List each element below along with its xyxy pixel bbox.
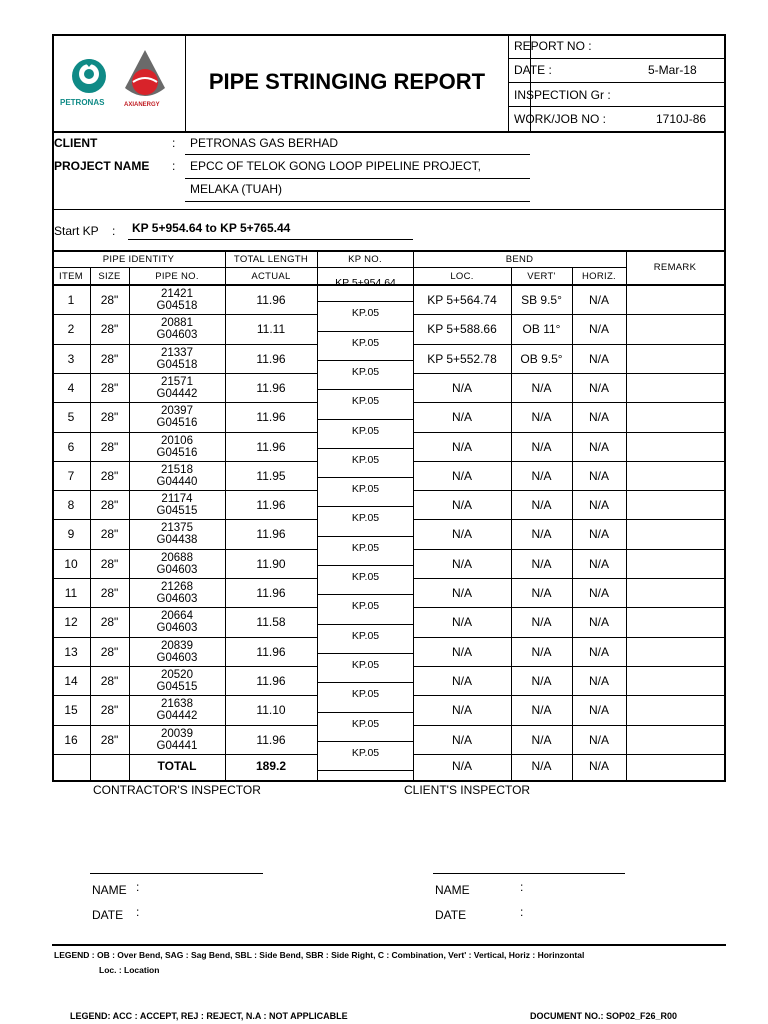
total-vert: N/A (531, 758, 552, 773)
cell-pipe-no (129, 519, 225, 548)
cell-actual: 11.11 (256, 321, 286, 336)
cell-item: 2 (67, 321, 75, 336)
header-bend: BEND (505, 253, 534, 265)
cell-horiz: N/A (588, 351, 609, 366)
cell-loc: KP 5+552.78 (427, 351, 497, 366)
date-value: 5-Mar-18 (648, 63, 697, 77)
pipe-no-top: 21421 (161, 287, 193, 300)
page-title: PIPE STRINGING REPORT (208, 69, 486, 94)
pipe-no-top: 21571 (161, 375, 193, 388)
pipe-no-top: 21518 (161, 463, 193, 476)
cell-vert: N/A (531, 614, 552, 629)
cell-size: 28" (100, 292, 119, 307)
petronas-logo-icon (64, 54, 114, 102)
client-name-label: NAME (435, 883, 470, 897)
cell-size: 28" (100, 409, 119, 424)
cell-horiz: N/A (588, 556, 609, 571)
cell-size: 28" (100, 644, 119, 659)
pipe-no-top: 20106 (161, 434, 193, 447)
cell-horiz: N/A (588, 585, 609, 600)
client-value: PETRONAS GAS BERHAD (190, 136, 339, 150)
kp-value: KP.05 (351, 600, 380, 612)
cell-size: 28" (100, 439, 119, 454)
cell-pipe-no (129, 344, 225, 373)
pipe-no-top: 20397 (161, 404, 193, 417)
kp-value: KP.05 (351, 307, 380, 319)
date-label: DATE : (514, 63, 552, 77)
cell-loc: N/A (451, 614, 472, 629)
axianergy-logo-text: AXIANERGY (124, 102, 160, 108)
footer-legend: LEGEND: ACC : ACCEPT, REJ : REJECT, N.A : NOT APPLICABLE (70, 1011, 348, 1021)
cell-pipe-no (129, 637, 225, 666)
cell-actual: 11.90 (256, 556, 286, 571)
pipe-no-bottom: G04515 (156, 504, 198, 517)
cell-size: 28" (100, 497, 119, 512)
legend-line2: Loc. : Location (99, 965, 160, 975)
cell-actual: 11.96 (256, 409, 286, 424)
cell-loc: N/A (451, 673, 472, 688)
cell-pipe-no (129, 578, 225, 607)
pipe-no-top: 21174 (161, 492, 193, 505)
start-kp-colon: : (112, 224, 116, 238)
cell-item: 12 (64, 614, 78, 629)
total-horiz: N/A (588, 758, 609, 773)
pipe-no-top: 20881 (161, 316, 193, 329)
cell-size: 28" (100, 380, 119, 395)
pipe-no-bottom: G04515 (156, 680, 198, 693)
cell-horiz: N/A (588, 673, 609, 688)
cell-horiz: N/A (588, 439, 609, 454)
cell-pipe-no (129, 314, 225, 343)
header-kp-no: KP NO. (348, 253, 382, 265)
cell-vert: N/A (531, 468, 552, 483)
cell-pipe-no (129, 549, 225, 578)
kp-value: KP.05 (351, 454, 380, 466)
cell-loc: N/A (451, 439, 472, 454)
cell-item: 10 (64, 556, 78, 571)
cell-size: 28" (100, 673, 119, 688)
pipe-no-top: 20039 (161, 727, 193, 740)
pipe-no-bottom: G04516 (156, 446, 198, 459)
cell-vert: N/A (531, 585, 552, 600)
contractor-inspector-label: CONTRACTOR'S INSPECTOR (93, 783, 261, 797)
cell-vert: OB 9.5° (520, 351, 563, 366)
client-colon: : (172, 136, 176, 150)
cell-actual: 11.95 (256, 468, 286, 483)
cell-horiz: N/A (588, 321, 609, 336)
pipe-no-top: 21268 (161, 580, 193, 593)
cell-loc: N/A (451, 556, 472, 571)
kp-value: KP.05 (351, 718, 380, 730)
axianergy-logo-icon (122, 48, 168, 104)
cell-actual: 11.96 (256, 732, 286, 747)
petronas-logo-text: PETRONAS (60, 98, 105, 107)
cell-item: 4 (67, 380, 75, 395)
header-horiz: HORIZ. (582, 270, 616, 282)
pipe-no-top: 20520 (161, 668, 193, 681)
kp-value: KP.05 (351, 425, 380, 437)
kp-value: KP.05 (351, 659, 380, 671)
start-kp-value: KP 5+954.64 to KP 5+765.44 (132, 221, 291, 235)
pipe-no-top: 21375 (161, 521, 193, 534)
total-loc: N/A (451, 758, 472, 773)
total-actual: 189.2 (255, 758, 287, 773)
header-loc: LOC. (450, 270, 474, 282)
pipe-no-bottom: G04440 (156, 475, 198, 488)
cell-pipe-no (129, 666, 225, 695)
pipe-no-bottom: G04518 (156, 299, 198, 312)
cell-item: 8 (67, 497, 75, 512)
cell-size: 28" (100, 321, 119, 336)
job-no-label: WORK/JOB NO : (514, 112, 607, 126)
cell-pipe-no (129, 725, 225, 754)
cell-pipe-no (129, 607, 225, 636)
cell-horiz: N/A (588, 614, 609, 629)
cell-vert: SB 9.5° (521, 292, 562, 307)
cell-vert: N/A (531, 439, 552, 454)
cell-item: 9 (67, 526, 75, 541)
cell-vert: N/A (531, 702, 552, 717)
contractor-date-label: DATE (92, 908, 124, 922)
cell-loc: KP 5+564.74 (427, 292, 497, 307)
cell-actual: 11.96 (256, 673, 286, 688)
cell-actual: 11.96 (256, 497, 286, 512)
cell-horiz: N/A (588, 644, 609, 659)
cell-loc: N/A (451, 409, 472, 424)
cell-vert: N/A (531, 497, 552, 512)
cell-vert: OB 11° (522, 321, 561, 336)
cell-loc: N/A (451, 380, 472, 395)
cell-size: 28" (100, 468, 119, 483)
kp-value: KP.05 (351, 688, 380, 700)
start-kp-label: Start KP (54, 224, 99, 238)
client-date-label: DATE (435, 908, 467, 922)
client-label: CLIENT (54, 136, 98, 150)
cell-size: 28" (100, 732, 119, 747)
header-pipe-no: PIPE NO. (155, 270, 199, 282)
client-signature-line (433, 873, 625, 874)
cell-loc: N/A (451, 468, 472, 483)
pipe-no-bottom: G04518 (156, 358, 198, 371)
pipe-no-top: 20688 (161, 551, 193, 564)
kp-value: KP.05 (351, 747, 380, 759)
cell-loc: N/A (451, 702, 472, 717)
cell-horiz: N/A (588, 409, 609, 424)
cell-horiz: N/A (588, 380, 609, 395)
cell-pipe-no (129, 461, 225, 490)
pipe-no-top: 21337 (161, 346, 193, 359)
client-date-colon: : (520, 905, 524, 919)
cell-actual: 11.96 (256, 526, 286, 541)
logo-area (60, 44, 180, 114)
report-no-label: REPORT NO : (514, 39, 592, 53)
cell-loc: N/A (451, 585, 472, 600)
pipe-no-bottom: G04516 (156, 416, 198, 429)
cell-loc: N/A (451, 497, 472, 512)
cell-actual: 11.58 (256, 614, 286, 629)
kp-value: KP.05 (351, 483, 380, 495)
legend-line1: LEGEND : OB : Over Bend, SAG : Sag Bend, SBL : Side Bend, SBR : Side Right, C : Combination, Vert' : Vertical, Horiz : Horinzontal (54, 950, 585, 960)
cell-item: 16 (64, 732, 78, 747)
pipe-no-bottom: G04438 (156, 533, 198, 546)
cell-horiz: N/A (588, 702, 609, 717)
kp-value: KP.05 (351, 395, 380, 407)
total-label: TOTAL (157, 758, 197, 773)
pipe-no-top: 20664 (161, 609, 193, 622)
cell-item: 13 (64, 644, 78, 659)
contractor-name-label: NAME (92, 883, 127, 897)
contractor-date-colon: : (136, 905, 140, 919)
cell-loc: N/A (451, 526, 472, 541)
cell-actual: 11.96 (256, 644, 286, 659)
header-item: ITEM (59, 270, 83, 282)
kp-value: KP.05 (351, 512, 380, 524)
kp-value: KP.05 (351, 542, 380, 554)
pipe-no-bottom: G04603 (156, 592, 198, 605)
cell-pipe-no (129, 402, 225, 431)
cell-loc: N/A (451, 732, 472, 747)
cell-vert: N/A (531, 526, 552, 541)
cell-size: 28" (100, 526, 119, 541)
contractor-name-colon: : (136, 880, 140, 894)
cell-item: 1 (67, 292, 75, 307)
cell-vert: N/A (531, 556, 552, 571)
cell-item: 3 (67, 351, 75, 366)
cell-pipe-no (129, 432, 225, 461)
cell-vert: N/A (531, 732, 552, 747)
kp-start-value: KP 5+954.64 (335, 277, 396, 289)
kp-value: KP.05 (351, 630, 380, 642)
cell-actual: 11.96 (256, 292, 286, 307)
cell-loc: KP 5+588.66 (427, 321, 497, 336)
cell-actual: 11.96 (256, 380, 286, 395)
cell-size: 28" (100, 351, 119, 366)
header-pipe-identity: PIPE IDENTITY (102, 253, 175, 265)
cell-pipe-no (129, 285, 225, 314)
cell-horiz: N/A (588, 468, 609, 483)
cell-size: 28" (100, 585, 119, 600)
pipe-no-top: 20839 (161, 639, 193, 652)
cell-item: 5 (67, 409, 75, 424)
cell-actual: 11.96 (256, 351, 286, 366)
pipe-no-bottom: G04441 (156, 739, 198, 752)
cell-pipe-no (129, 490, 225, 519)
document-number: DOCUMENT NO.: SOP02_F26_R00 (530, 1011, 678, 1021)
cell-size: 28" (100, 702, 119, 717)
cell-item: 11 (64, 585, 78, 600)
pipe-no-bottom: G04603 (156, 621, 198, 634)
pipe-no-bottom: G04442 (156, 387, 198, 400)
cell-vert: N/A (531, 673, 552, 688)
pipe-no-bottom: G04603 (156, 328, 198, 341)
header-actual: ACTUAL (251, 270, 291, 282)
cell-item: 6 (67, 439, 75, 454)
cell-vert: N/A (531, 380, 552, 395)
cell-vert: N/A (531, 409, 552, 424)
header-total-length: TOTAL LENGTH (233, 253, 309, 265)
inspection-label: INSPECTION Gr : (514, 88, 611, 102)
kp-value: KP.05 (351, 337, 380, 349)
cell-actual: 11.96 (256, 585, 286, 600)
pipe-no-top: 21638 (161, 697, 193, 710)
pipe-no-bottom: G04442 (156, 709, 198, 722)
cell-horiz: N/A (588, 497, 609, 512)
cell-pipe-no (129, 695, 225, 724)
project-value-line1: EPCC OF TELOK GONG LOOP PIPELINE PROJECT, (190, 159, 481, 173)
cell-size: 28" (100, 614, 119, 629)
cell-vert: N/A (531, 644, 552, 659)
header-size: SIZE (98, 270, 121, 282)
cell-pipe-no (129, 373, 225, 402)
kp-value: KP.05 (351, 571, 380, 583)
client-inspector-label: CLIENT'S INSPECTOR (404, 783, 531, 797)
cell-actual: 11.96 (256, 439, 286, 454)
project-value-line2: MELAKA (TUAH) (190, 182, 283, 196)
project-colon: : (172, 159, 176, 173)
cell-horiz: N/A (588, 292, 609, 307)
kp-value: KP.05 (351, 366, 380, 378)
cell-loc: N/A (451, 644, 472, 659)
cell-actual: 11.10 (256, 702, 286, 717)
cell-item: 15 (64, 702, 78, 717)
header-remark: REMARK (653, 262, 697, 273)
header-vert: VERT' (527, 270, 556, 282)
contractor-signature-line (90, 873, 263, 874)
cell-item: 14 (64, 673, 78, 688)
pipe-no-bottom: G04603 (156, 563, 198, 576)
project-label: PROJECT NAME (54, 159, 150, 173)
job-no-value: 1710J-86 (656, 112, 707, 126)
cell-horiz: N/A (588, 526, 609, 541)
cell-size: 28" (100, 556, 119, 571)
client-name-colon: : (520, 880, 524, 894)
cell-horiz: N/A (588, 732, 609, 747)
pipe-no-bottom: G04603 (156, 651, 198, 664)
cell-item: 7 (67, 468, 75, 483)
